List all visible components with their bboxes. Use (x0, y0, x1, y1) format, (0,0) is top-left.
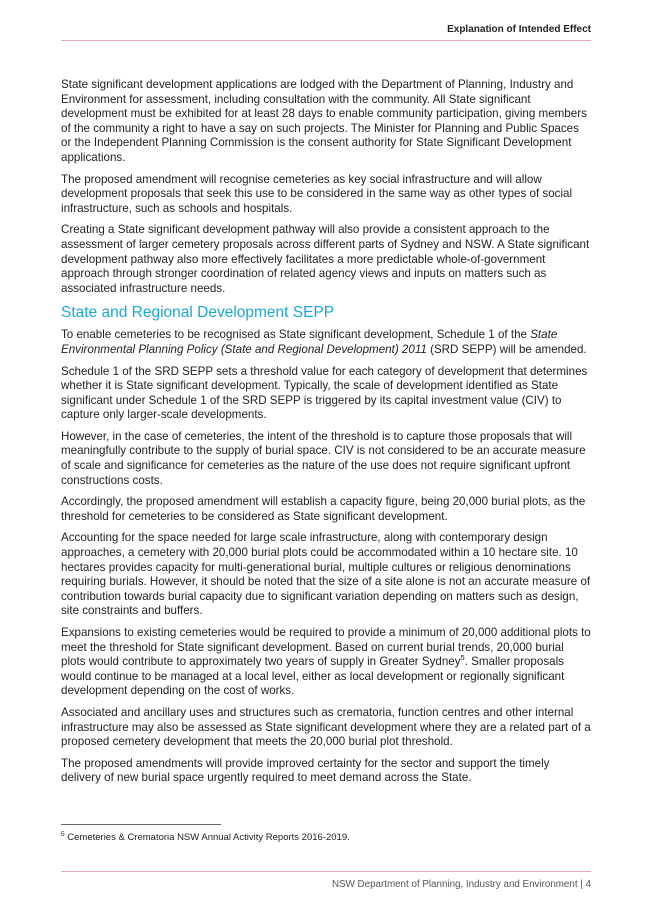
section-heading: State and Regional Development SEPP (61, 304, 335, 322)
footnote (61, 832, 350, 843)
paragraph-social-infrastructure: The proposed amendment will recognise cemeteries as key social infrastructure and will allow development proposals that seek this use to be considered in the same way as other types of social infrastructure, such as schools and hospitals. (61, 172, 573, 215)
paragraph-capacity-figure: Accordingly, the proposed amendment will establish a capacity figure, being 20,000 burial plots, as the threshold for cemeteries to be considered as State significant development. (61, 495, 586, 523)
paragraph-site-size: Accounting for the space needed for large scale infrastructure, along with contemporary design approaches, a cemetery with 20,000 burial plots could be accommodated within a 10 hectare site. 10 hectares provides capacity for multi-generational burial, multiple cultures or religious denominations requiring burials. However, it should be noted that the size of a site alone is not an accurate measure of contribution towards burial capacity due to significant variation depending on matters such as design, site constraints and buffers. (61, 531, 591, 618)
text-segment: . Smaller proposals would continue to be managed at a local level, either as local development or regionally significant development depending on the cost of works. (61, 655, 565, 698)
footnote-number: 5 (61, 830, 65, 838)
footnote-text: Cemeteries & Crematoria NSW Annual Activity Reports 2016-2019. (64, 832, 350, 843)
text-segment: Expansions to existing cemeteries would be required to provide a minimum of 20,000 additional plots to meet the threshold for State significant development. Based on current burial trends, 20,000 burial plots would contribute to approximately two years of supply in Greater Sydney (61, 626, 591, 669)
paragraph-expansions (61, 626, 591, 699)
paragraph-ssd-applications: State significant development applications are lodged with the Department of Planning, Industry and Environment for assessment, including consultation with the community. All State significant development must be exhibited for at least 28 days to enable community participation, giving members of the community a right to have a say on such projects. The Minister for Planning and Public Spaces or the Independent Planning Commission is the consent authority for State Significant Development applications. (61, 78, 587, 164)
header-divider (61, 40, 591, 41)
page-body (61, 78, 591, 793)
text-segment: To enable cemeteries to be recognised as State significant development, Schedule 1 of the (61, 328, 531, 342)
page-header (61, 0, 591, 42)
paragraph-ancillary-uses: Associated and ancillary uses and structures such as crematoria, function centres and other internal infrastructure may also be assessed as State significant development where they are a related part of a proposed cemetery development that meets the 20,000 burial plot threshold. (61, 705, 591, 749)
footer-divider (61, 871, 591, 872)
paragraph-certainty: The proposed amendments will provide improved certainty for the sector and support the timely delivery of new burial space urgently required to meet demand across the State. (61, 756, 550, 785)
paragraph-ssd-pathway: Creating a State significant development pathway will also provide a consistent approach to the assessment of larger cemetery proposals across different parts of Sydney and NSW. A State significant development pathway also more effectively facilitates a more predictable whole-of-government approach through stronger coordination of related agency views and inputs on matters such as associated infrastructure needs. (61, 223, 590, 295)
footnote-reference: 5 (460, 653, 465, 663)
policy-title: State Environmental Planning Policy (State and Regional Development) 2011 (61, 328, 558, 356)
header-title: Explanation of Intended Effect (447, 24, 591, 35)
paragraph-threshold-intent: However, in the case of cemeteries, the intent of the threshold is to capture those proposals that will meaningfully contribute to the supply of burial space. CIV is not considered to be an accurate measure of scale and significance for cemeteries as the nature of the use does not require significant upfront constructions costs. (61, 429, 586, 487)
paragraph-schedule-1: Schedule 1 of the SRD SEPP sets a threshold value for each category of development that determines whether it is State significant development. Typically, the scale of development identified as State significant under Schedule 1 of the SRD SEPP is triggered by its capital investment value (CIV) to capture only larger-scale developments. (61, 364, 588, 422)
footnote-divider (61, 824, 221, 825)
page-footer: NSW Department of Planning, Industry and Environment | 4 (331, 879, 591, 890)
text-segment: (SRD SEPP) will be amended. (426, 342, 587, 356)
paragraph-srd-sepp-amendment (61, 328, 591, 357)
